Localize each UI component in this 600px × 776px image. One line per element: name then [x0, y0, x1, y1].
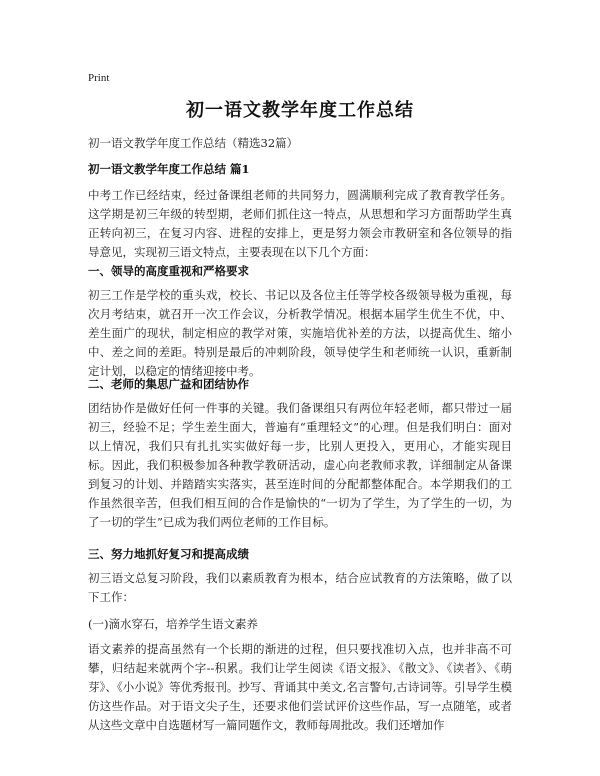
subsection-1-paragraph: 语文素养的提高虽然有一个长期的渐进的过程，但只要找准切入点，也并非高不可攀，归结起来就两个字--积累。我们让学生阅读《语文报》、《散文》、《读者》、《萌芽》、《小小说》等优秀报刊。抄写、背诵其中美文,名言警句,古诗词等。引导学生模仿这些作品。对于语文尖子生，还要求他们尝试评价这些作品，写一点随笔，或者从这些文章中自选题材写一篇同题作文，教师每周批改。我们还增加作 — [88, 642, 512, 732]
article-heading: 初一语文教学年度工作总结 篇1 — [88, 162, 250, 176]
section-1-heading: 一、领导的高度重视和严格要求 — [88, 264, 249, 278]
page-title: 初一语文教学年度工作总结 — [186, 100, 414, 121]
section-3-heading: 三、努力地抓好复习和提高成绩 — [88, 547, 249, 561]
section-2-heading: 二、老师的集思广益和团结协作 — [88, 377, 249, 391]
print-label[interactable]: Print — [88, 72, 110, 84]
intro-paragraph: 中考工作已经结束，经过备课组老师的共同努力，圆满顺利完成了教育教学任务。这学期是初三年级的转型期，老师们抓住这一特点，从思想和学习方面帮助学生真正转向初三，在复习内容、进程的安排上，更是努力领会市教研室和各位领导的指导意见，实现初三语文特点，主要表现在以下几个方面： — [88, 188, 512, 259]
section-2-paragraph: 团结协作是做好任何一件事的关键。我们备课组只有两位年轻老师，都只带过一届初三，经验不足；学生差生面大，普遍有“重理轻文”的心理。但是我们明白：面对以上情况，我们只有扎扎实实做好每一步，比别人更投入，更用心，才能实现目标。因此，我们积极参加各种教学教研活动，虚心向老教师求教，详细制定从备课到复习的计划、并踏踏实实落实，甚至连时间的分配都整体配合。本学期我们的工作虽然很辛苦，但我们相互间的合作是愉快的“一切为了学生，为了学生的一切，为了一切的学生”已成为我们两位老师的工作目标。 — [88, 401, 512, 529]
subtitle: 初一语文教学年度工作总结（精选32篇） — [88, 136, 299, 150]
subsection-1-heading: (一)滴水穿石，培养学生语文素养 — [88, 617, 258, 631]
section-3-paragraph: 初三语文总复习阶段，我们以素质教育为根本，结合应试教育的方法策略，做了以下工作： — [88, 571, 512, 604]
section-1-paragraph: 初三工作是学校的重头戏，校长、书记以及各位主任等学校各级领导极为重视，每次月考结束，就召开一次工作会议，分析教学情况。根据本届学生优生不优，中、差生面广的现状，制定相应的教学对策，实施培优补差的方法，以提高优生、缩小中、差之间的差距。特别是最后的冲刺阶段，领导使学生和老师统一认识，重新制定计划，以稳定的情绪迎接中考。 — [88, 288, 512, 378]
